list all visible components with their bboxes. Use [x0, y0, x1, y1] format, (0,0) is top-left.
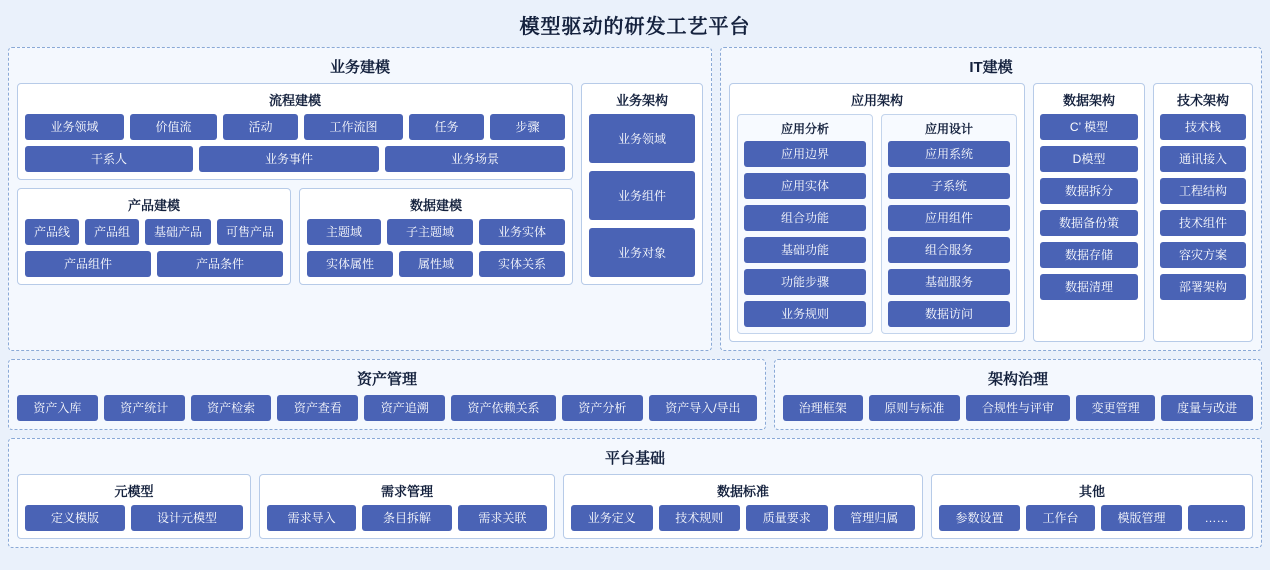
chip-template-management[interactable]: 模版管理: [1101, 505, 1182, 531]
panel-asset-management-title: 资产管理: [356, 371, 417, 388]
panel-platform-foundation-title: 平台基础: [604, 450, 665, 467]
panel-architecture-governance-title: 架构治理: [987, 371, 1048, 388]
chip-asset-import-export[interactable]: 资产导入/导出: [649, 395, 757, 421]
panel-business-modeling-title: 业务建模: [329, 59, 390, 76]
chip-tech-component[interactable]: 技术组件: [1160, 210, 1246, 236]
section-technical-architecture-title: 技术架构: [1176, 93, 1229, 108]
chip-arch-business-component[interactable]: 业务组件: [589, 171, 695, 220]
section-business-architecture-title: 业务架构: [615, 93, 668, 108]
chip-arch-business-object[interactable]: 业务对象: [589, 228, 695, 277]
section-application-analysis: [737, 114, 873, 334]
section-technical-architecture: [1153, 83, 1253, 342]
chip-app-system[interactable]: 应用系统: [888, 141, 1010, 167]
chip-business-rule[interactable]: 业务规则: [744, 301, 866, 327]
chip-compliance-review[interactable]: 合规性与评审: [966, 395, 1070, 421]
chip-asset-analysis[interactable]: 资产分析: [562, 395, 643, 421]
chip-value-stream[interactable]: 价值流: [130, 114, 217, 140]
chip-asset-statistics[interactable]: 资产统计: [104, 395, 185, 421]
chip-asset-search[interactable]: 资产检索: [191, 395, 272, 421]
section-data-standard-title: 数据标准: [716, 484, 769, 499]
section-meta-model: [17, 474, 251, 539]
chip-basic-function[interactable]: 基础功能: [744, 237, 866, 263]
chip-subject-area[interactable]: 主题域: [307, 219, 381, 245]
chip-step[interactable]: 步骤: [490, 114, 565, 140]
panel-architecture-governance: [774, 359, 1262, 430]
chip-d-model[interactable]: D模型: [1040, 146, 1138, 172]
section-meta-model-title: 元模型: [114, 484, 154, 499]
chip-disaster-recovery[interactable]: 容灾方案: [1160, 242, 1246, 268]
chip-c-model[interactable]: C’ 模型: [1040, 114, 1138, 140]
chip-sellable-product[interactable]: 可售产品: [217, 219, 283, 245]
chip-more[interactable]: ……: [1188, 505, 1245, 531]
chip-deployment-architecture[interactable]: 部署架构: [1160, 274, 1246, 300]
chip-basic-service[interactable]: 基础服务: [888, 269, 1010, 295]
chip-asset-view[interactable]: 资产查看: [277, 395, 358, 421]
chip-activity[interactable]: 活动: [223, 114, 298, 140]
chip-data-cleanup[interactable]: 数据清理: [1040, 274, 1138, 300]
chip-requirement-import[interactable]: 需求导入: [267, 505, 356, 531]
panel-it-modeling: [720, 47, 1262, 351]
chip-app-entity[interactable]: 应用实体: [744, 173, 866, 199]
chip-asset-intake[interactable]: 资产入库: [17, 395, 98, 421]
section-other: [931, 474, 1253, 539]
section-process-modeling-title: 流程建模: [268, 93, 321, 108]
chip-technical-rule[interactable]: 技术规则: [659, 505, 741, 531]
section-data-architecture: [1033, 83, 1145, 342]
chip-product-condition[interactable]: 产品条件: [157, 251, 283, 277]
chip-entity-relation[interactable]: 实体关系: [479, 251, 565, 277]
chip-principles-standards[interactable]: 原则与标准: [869, 395, 961, 421]
chip-attribute-domain[interactable]: 属性域: [399, 251, 473, 277]
chip-item-breakdown[interactable]: 条目拆解: [362, 505, 451, 531]
section-process-modeling: [17, 83, 573, 180]
chip-product-line[interactable]: 产品线: [25, 219, 79, 245]
panel-asset-management: [8, 359, 766, 430]
chip-stakeholder[interactable]: 干系人: [25, 146, 193, 172]
page-title: 模型驱动的研发工艺平台: [519, 16, 751, 38]
chip-product-group[interactable]: 产品组: [85, 219, 139, 245]
chip-asset-dependency[interactable]: 资产依赖关系: [451, 395, 556, 421]
chip-workflow-diagram[interactable]: 工作流图: [304, 114, 403, 140]
section-data-modeling: [299, 188, 573, 285]
chip-workbench[interactable]: 工作台: [1026, 505, 1095, 531]
chip-design-meta-model[interactable]: 设计元模型: [131, 505, 243, 531]
section-data-architecture-title: 数据架构: [1062, 93, 1115, 108]
chip-base-product[interactable]: 基础产品: [145, 219, 211, 245]
chip-parameter-settings[interactable]: 参数设置: [939, 505, 1020, 531]
section-application-design-title: 应用设计: [924, 122, 973, 136]
chip-change-management[interactable]: 变更管理: [1076, 395, 1156, 421]
section-data-modeling-title: 数据建模: [409, 198, 462, 213]
section-business-architecture: [581, 83, 703, 285]
section-application-architecture: [729, 83, 1025, 342]
top-row: [8, 47, 1262, 351]
chip-task[interactable]: 任务: [409, 114, 484, 140]
chip-tech-stack[interactable]: 技术栈: [1160, 114, 1246, 140]
section-product-modeling-title: 产品建模: [127, 198, 180, 213]
chip-data-backup-policy[interactable]: 数据备份策: [1040, 210, 1138, 236]
chip-define-template[interactable]: 定义模版: [25, 505, 125, 531]
chip-communication-access[interactable]: 通讯接入: [1160, 146, 1246, 172]
chip-data-storage[interactable]: 数据存储: [1040, 242, 1138, 268]
chip-composite-function[interactable]: 组合功能: [744, 205, 866, 231]
chip-business-event[interactable]: 业务事件: [199, 146, 379, 172]
chip-data-partition[interactable]: 数据拆分: [1040, 178, 1138, 204]
panel-business-modeling: [8, 47, 712, 351]
chip-arch-business-domain[interactable]: 业务领域: [589, 114, 695, 163]
section-application-design: [881, 114, 1017, 334]
chip-business-entity[interactable]: 业务实体: [479, 219, 565, 245]
panel-platform-foundation: [8, 438, 1262, 548]
chip-function-step[interactable]: 功能步骤: [744, 269, 866, 295]
chip-sub-subject-area[interactable]: 子主题域: [387, 219, 473, 245]
chip-asset-trace[interactable]: 资产追溯: [364, 395, 445, 421]
chip-quality-requirement[interactable]: 质量要求: [746, 505, 828, 531]
chip-business-scenario[interactable]: 业务场景: [385, 146, 565, 172]
chip-measure-improve[interactable]: 度量与改进: [1161, 395, 1253, 421]
section-product-modeling: [17, 188, 291, 285]
chip-business-definition[interactable]: 业务定义: [571, 505, 653, 531]
section-application-analysis-title: 应用分析: [780, 122, 829, 136]
chip-composite-service[interactable]: 组合服务: [888, 237, 1010, 263]
chip-product-component[interactable]: 产品组件: [25, 251, 151, 277]
chip-governance-framework[interactable]: 治理框架: [783, 395, 863, 421]
chip-requirement-link[interactable]: 需求关联: [458, 505, 547, 531]
panel-it-modeling-title: IT建模: [969, 59, 1013, 76]
chip-app-component[interactable]: 应用组件: [888, 205, 1010, 231]
section-requirement-management-title: 需求管理: [380, 484, 433, 499]
section-application-architecture-title: 应用架构: [850, 93, 903, 108]
chip-app-boundary[interactable]: 应用边界: [744, 141, 866, 167]
chip-management-ownership[interactable]: 管理归属: [834, 505, 916, 531]
chip-data-access[interactable]: 数据访问: [888, 301, 1010, 327]
chip-subsystem[interactable]: 子系统: [888, 173, 1010, 199]
chip-entity-attribute[interactable]: 实体属性: [307, 251, 393, 277]
middle-row: [8, 359, 1262, 430]
chip-engineering-structure[interactable]: 工程结构: [1160, 178, 1246, 204]
section-requirement-management: [259, 474, 555, 539]
section-other-title: 其他: [1078, 484, 1105, 499]
chip-business-domain[interactable]: 业务领域: [25, 114, 124, 140]
section-data-standard: [563, 474, 923, 539]
